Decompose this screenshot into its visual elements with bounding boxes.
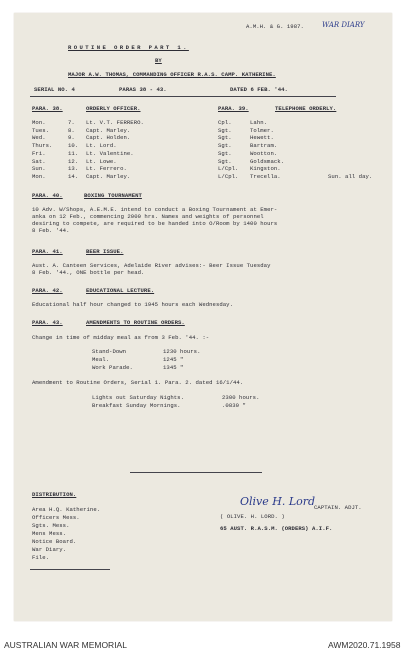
orderly-officer-name: Capt. Marley.	[86, 172, 131, 180]
orderly-officer-name: Capt. Marley.	[86, 126, 131, 134]
distribution-item: War Diary.	[32, 546, 67, 553]
orderly-officer-name: Lt. Ferrero.	[86, 165, 127, 173]
meal-time-label: Work Parade.	[92, 364, 133, 371]
orderly-date: 14.	[68, 172, 79, 180]
orderly-day: Fri.	[32, 149, 46, 157]
orderly-officer-name: Lt. V.T. FERRERO.	[86, 119, 144, 126]
distribution-item: Officers Mess.	[32, 514, 80, 521]
meal-time-label: Stand-Down	[92, 348, 127, 355]
war-diary-annotation: WAR DIARY	[322, 21, 365, 29]
telephone-orderly-rank: Sgt.	[218, 134, 232, 142]
by-label: BY	[155, 57, 162, 64]
telephone-orderly-name: Hewett.	[250, 134, 274, 142]
meal-time-value: 1230 hours.	[163, 348, 201, 355]
meal-time-value: 1245 "	[163, 356, 184, 363]
para38-title: ORDERLY OFFICER.	[86, 105, 141, 112]
orderly-day: Thurs.	[32, 142, 53, 150]
telephone-orderly-rank: Sgt.	[218, 126, 232, 134]
header-ref: A.M.H. & G. 1987.	[246, 23, 304, 30]
breakfast-value: .0830 "	[222, 402, 246, 409]
para42-title: EDUCATIONAL LECTURE.	[86, 287, 155, 294]
telephone-orderly-note: Sun. all day.	[328, 172, 373, 180]
para43-intro: Change in time of midday meal as from 3 Feb. '44. :-	[32, 334, 210, 341]
para40-line: anka on 12 Feb., commencing 2000 hrs. Names and weights of personnel	[32, 213, 264, 220]
orderly-day: Mon.	[32, 119, 46, 126]
orderly-date: 9.	[68, 134, 75, 142]
distribution-item: Mens Mess.	[32, 530, 67, 537]
paras-range: PARAS 38 - 43.	[119, 86, 167, 93]
para40-number: PARA. 40.	[32, 192, 63, 199]
distribution-item: Notice Board.	[32, 538, 77, 545]
meal-time-value: 1345 "	[163, 364, 184, 371]
section-divider	[130, 472, 262, 473]
orderly-day: Tues.	[32, 126, 50, 134]
amendment-line: Amendment to Routine Orders, Serial 1. Para. 2. dated 16/1/44.	[32, 379, 244, 386]
para42-number: PARA. 42.	[32, 287, 63, 294]
telephone-orderly-name: Trecella.	[250, 172, 281, 180]
para38-number: PARA. 38.	[32, 105, 63, 112]
orderly-officer-name: Lt. Valentine.	[86, 149, 134, 157]
telephone-orderly-name: Bartram.	[250, 142, 278, 150]
telephone-orderly-name: Goldsmack.	[250, 157, 285, 165]
signature-role: CAPTAIN. ADJT.	[314, 504, 362, 511]
orderly-date: 11.	[68, 149, 79, 157]
telephone-orderly-rank: L/Cpl.	[218, 165, 239, 173]
orderly-day: Sat.	[32, 157, 46, 165]
commanding-officer-line: MAJOR A.W. THOMAS, COMMANDING OFFICER R.A.S. CAMP. KATHERINE.	[68, 71, 276, 78]
para41-number: PARA. 41.	[32, 248, 63, 255]
breakfast-label: Breakfast Sunday Mornings.	[92, 402, 181, 409]
orderly-day: Sun.	[32, 165, 46, 173]
para41-title: BEER ISSUE.	[86, 248, 124, 255]
orderly-officer-name: Lt. Lord.	[86, 142, 117, 150]
telephone-orderly-name: Lahn.	[250, 119, 268, 126]
lights-out-value: 2300 hours.	[222, 394, 260, 401]
para39-number: PARA. 39.	[218, 105, 249, 112]
distribution-title: DISTRIBUTION.	[32, 491, 77, 498]
lights-out-label: Lights out Saturday Nights.	[92, 394, 184, 401]
distribution-item: File.	[32, 554, 50, 561]
distribution-item: Area H.Q. Katherine.	[32, 506, 101, 513]
footer-source: AUSTRALIAN WAR MEMORIAL	[4, 640, 127, 650]
routine-order-title: ROUTINE ORDER PART 1.	[68, 44, 189, 51]
meal-time-label: Meal.	[92, 356, 110, 363]
orderly-date: 13.	[68, 165, 79, 173]
orderly-officer-name: Lt. Lowe.	[86, 157, 117, 165]
header-rule	[30, 96, 336, 97]
para43-number: PARA. 43.	[32, 319, 63, 326]
telephone-orderly-name: Tolmer.	[250, 126, 274, 134]
telephone-orderly-name: Wootton.	[250, 149, 278, 157]
handwritten-signature: Olive H. Lord	[240, 495, 316, 508]
orderly-officer-name: Capt. Holden.	[86, 134, 131, 142]
telephone-orderly-rank: Sgt.	[218, 149, 232, 157]
orderly-day: Mon.	[32, 172, 46, 180]
para40-title: BOXING TOURNAMENT	[84, 192, 142, 199]
para40-line: 8 Feb. '44.	[32, 227, 70, 234]
para39-title: TELEPHONE ORDERLY.	[275, 105, 337, 112]
telephone-orderly-rank: Cpl.	[218, 119, 232, 126]
para40-line: 10 Adv. W/Shops, A.E.M.E. intend to conduct a Boxing Tournament at Emer-	[32, 206, 278, 213]
orderly-day: Wed.	[32, 134, 46, 142]
telephone-orderly-name: Kingston.	[250, 165, 281, 173]
telephone-orderly-rank: Sgt.	[218, 142, 232, 150]
serial-number: SERIAL NO. 4	[34, 86, 75, 93]
signature-name: ( OLIVE. H. LORD. )	[220, 513, 285, 520]
footer-reference: AWM2020.71.1958	[328, 640, 401, 650]
orderly-date: 12.	[68, 157, 79, 165]
signature-unit: 65 AUST. R.A.S.M. (ORDERS) A.I.F.	[220, 525, 333, 532]
orderly-date: 7.	[68, 119, 75, 126]
telephone-orderly-rank: Sgt.	[218, 157, 232, 165]
distribution-item: Sgts. Mess.	[32, 522, 70, 529]
orderly-date: 8.	[68, 126, 75, 134]
telephone-orderly-rank: L/Cpl.	[218, 172, 239, 180]
distribution-rule	[30, 569, 110, 570]
para43-title: AMENDMENTS TO ROUTINE ORDERS.	[86, 319, 185, 326]
para41-line: 8 Feb. '44., ONE bottle per head.	[32, 269, 145, 276]
dated-line: DATED 6 FEB. '44.	[230, 86, 288, 93]
para42-line: Educational half hour changed to 1945 hours each Wednesday.	[32, 301, 234, 308]
orderly-date: 10.	[68, 142, 79, 150]
para40-line: desiring to compete, are required to be handed into O/Room by 1400 hours	[32, 220, 278, 227]
para41-line: Aust. A. Canteen Services, Adelaide River advises:- Beer Issue Tuesday	[32, 262, 271, 269]
